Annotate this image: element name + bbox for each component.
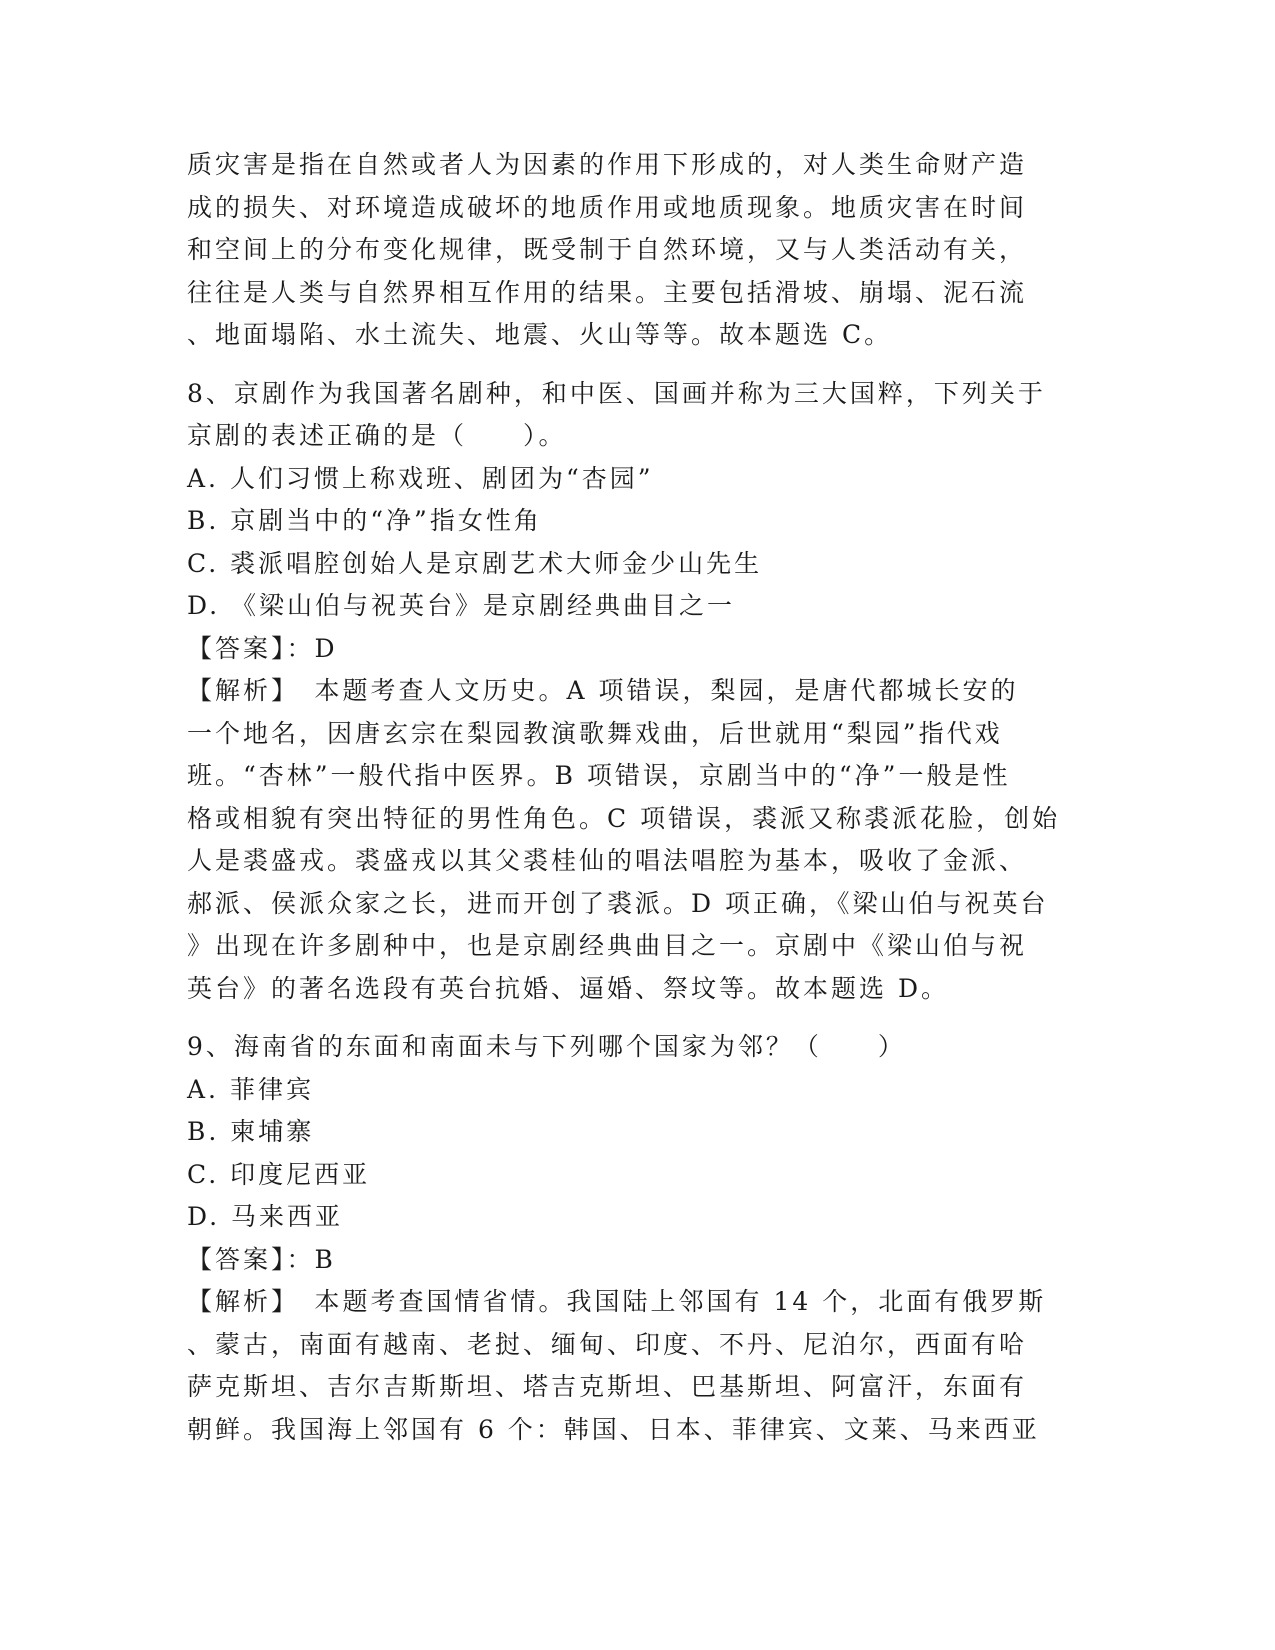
text-line: 成的损失、对环境造成破坏的地质作用或地质现象。地质灾害在时间: [187, 192, 1028, 222]
explanation-line: 班。“杏林”一般代指中医界。B 项错误，京剧当中的“净”一般是性: [187, 761, 1011, 790]
question-text: 8、京剧作为我国著名剧种，和中医、国画并称为三大国粹，下列关于: [187, 378, 1046, 408]
option-c: C. 印度尼西亚: [187, 1159, 371, 1189]
option-b: B. 柬埔寨: [187, 1117, 315, 1146]
explanation-line: 格或相貌有突出特征的男性角色。C 项错误，裘派又称裘派花脸，创始: [187, 803, 1061, 833]
option-a: A. 菲律宾: [187, 1074, 314, 1104]
answer: 【答案】：B: [187, 1244, 336, 1274]
explanation-line: 萨克斯坦、吉尔吉斯斯坦、塔吉克斯坦、巴基斯坦、阿富汗，东面有: [187, 1372, 1028, 1401]
text-line: 和空间上的分布变化规律，既受制于自然环境，又与人类活动有关，: [187, 235, 1028, 264]
explanation-line: 【解析】 本题考查人文历史。A 项错误，梨园，是唐代都城长安的: [187, 676, 1019, 705]
question-9: [187, 1026, 1087, 1451]
question-text: 9、海南省的东面和南面未与下列哪个国家为邻？（ ）: [187, 1032, 906, 1061]
continued-explanation: [187, 144, 1087, 357]
text-line: 往往是人类与自然界相互作用的结果。主要包括滑坡、崩塌、泥石流: [187, 277, 1028, 307]
explanation-line: 郝派、侯派众家之长，进而开创了裘派。D 项正确，《梁山伯与祝英台: [187, 888, 1049, 918]
explanation-line: 【解析】 本题考查国情省情。我国陆上邻国有 14 个，北面有俄罗斯: [187, 1287, 1047, 1316]
explanation-line: 一个地名，因唐玄宗在梨园教演歌舞戏曲，后世就用“梨园”指代戏: [187, 718, 1003, 748]
option-d: D. 《梁山伯与祝英台》是京剧经典曲目之一: [187, 591, 736, 620]
text-line: 、地面塌陷、水土流失、地震、火山等等。故本题选 C。: [187, 320, 893, 349]
explanation-line: 英台》的著名选段有英台抗婚、逼婚、祭坟等。故本题选 D。: [187, 973, 949, 1003]
option-b: B. 京剧当中的“净”指女性角: [187, 506, 542, 535]
explanation-line: 、蒙古，南面有越南、老挝、缅甸、印度、不丹、尼泊尔，西面有哈: [187, 1329, 1028, 1359]
question-text: 京剧的表述正确的是（ ）。: [187, 421, 567, 450]
explanation-line: 人是裘盛戎。裘盛戎以其父裘桂仙的唱法唱腔为基本，吸收了金派、: [187, 846, 1028, 875]
page-content: [187, 144, 1087, 1451]
text-line: 质灾害是指在自然或者人为因素的作用下形成的，对人类生命财产造: [187, 150, 1028, 179]
question-8: [187, 373, 1087, 1011]
explanation-line: 》出现在许多剧种中，也是京剧经典曲目之一。京剧中《梁山伯与祝: [187, 931, 1028, 960]
option-a: A. 人们习惯上称戏班、剧团为“杏园”: [187, 463, 654, 493]
answer: 【答案】：D: [187, 633, 338, 663]
explanation-line: 朝鲜。我国海上邻国有 6 个：韩国、日本、菲律宾、文莱、马来西亚: [187, 1414, 1040, 1444]
option-d: D. 马来西亚: [187, 1202, 344, 1231]
option-c: C. 裘派唱腔创始人是京剧艺术大师金少山先生: [187, 548, 763, 578]
